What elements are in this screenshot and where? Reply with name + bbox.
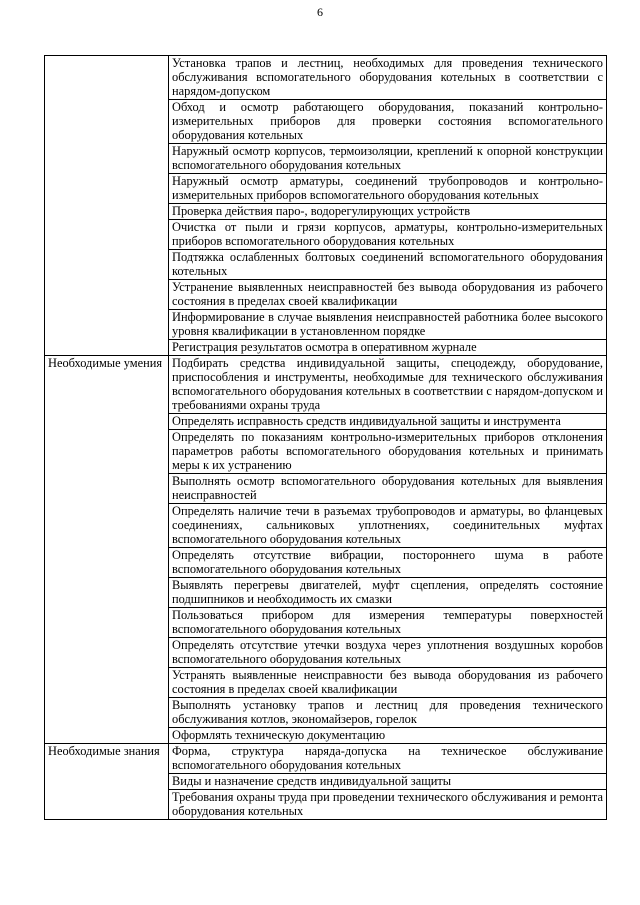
section-item: Выявлять перегревы двигателей, муфт сцепления, определять состояние подшипников и необходимость их смазки	[169, 578, 607, 608]
section-item: Регистрация результатов осмотра в оперативном журнале	[169, 340, 607, 356]
section-item: Подбирать средства индивидуальной защиты, спецодежду, оборудование, приспособления и инструменты, необходимые для технического обслуживания вспомогательного оборудования котельных в соответствии с нарядом-допуском и требованиями охраны труда	[169, 356, 607, 414]
section-item: Определять по показаниям контрольно-измерительных приборов отклонения параметров работы вспомогательного оборудования котельных и принимать меры к их устранению	[169, 430, 607, 474]
section-item: Установка трапов и лестниц, необходимых для проведения технического обслуживания вспомогательного оборудования котельных в соответствии с нарядом-допуском	[169, 56, 607, 100]
table-row	[45, 356, 607, 414]
section-label: Необходимые знания	[45, 744, 169, 820]
section-item: Пользоваться прибором для измерения температуры поверхностей вспомогательного оборудования котельных	[169, 608, 607, 638]
section-item: Наружный осмотр корпусов, термоизоляции, креплений к опорной конструкции вспомогательного оборудования котельных	[169, 144, 607, 174]
section-item: Наружный осмотр арматуры, соединений трубопроводов и контрольно-измерительных приборов вспомогательного оборудования котельных	[169, 174, 607, 204]
page-number: 6	[317, 5, 323, 19]
section-item: Выполнять осмотр вспомогательного оборудования котельных для выявления неисправностей	[169, 474, 607, 504]
requirements-table-body	[45, 56, 607, 820]
section-item: Определять исправность средств индивидуальной защиты и инструмента	[169, 414, 607, 430]
section-item: Устранять выявленные неисправности без вывода оборудования из рабочего состояния в пределах своей квалификации	[169, 668, 607, 698]
section-item: Обход и осмотр работающего оборудования, показаний контрольно-измерительных приборов для проверки состояния вспомогательного оборудования котельных	[169, 100, 607, 144]
section-item: Устранение выявленных неисправностей без вывода оборудования из рабочего состояния в пределах своей квалификации	[169, 280, 607, 310]
section-item: Проверка действия паро-, водорегулирующих устройств	[169, 204, 607, 220]
section-item: Форма, структура наряда-допуска на техническое обслуживание вспомогательного оборудования котельных	[169, 744, 607, 774]
section-item: Виды и назначение средств индивидуальной защиты	[169, 774, 607, 790]
requirements-table	[44, 55, 607, 820]
section-item: Очистка от пыли и грязи корпусов, арматуры, контрольно-измерительных приборов вспомогательного оборудования котельных	[169, 220, 607, 250]
section-item: Подтяжка ослабленных болтовых соединений вспомогательного оборудования котельных	[169, 250, 607, 280]
section-item: Определять отсутствие утечки воздуха через уплотнения воздушных коробов вспомогательного оборудования котельных	[169, 638, 607, 668]
section-item: Выполнять установку трапов и лестниц для проведения технического обслуживания котлов, экономайзеров, горелок	[169, 698, 607, 728]
table-row	[45, 56, 607, 100]
section-item: Оформлять техническую документацию	[169, 728, 607, 744]
section-item: Определять отсутствие вибрации, постороннего шума в работе вспомогательного оборудования котельных	[169, 548, 607, 578]
section-item: Информирование в случае выявления неисправностей работника более высокого уровня квалификации в установленном порядке	[169, 310, 607, 340]
section-item: Требования охраны труда при проведении технического обслуживания и ремонта оборудования котельных	[169, 790, 607, 820]
table-row	[45, 744, 607, 774]
section-label: Необходимые умения	[45, 356, 169, 744]
section-label	[45, 56, 169, 356]
section-item: Определять наличие течи в разъемах трубопроводов и арматуры, во фланцевых соединениях, сальниковых уплотнениях, соединительных муфтах вспомогательного оборудования котельных	[169, 504, 607, 548]
